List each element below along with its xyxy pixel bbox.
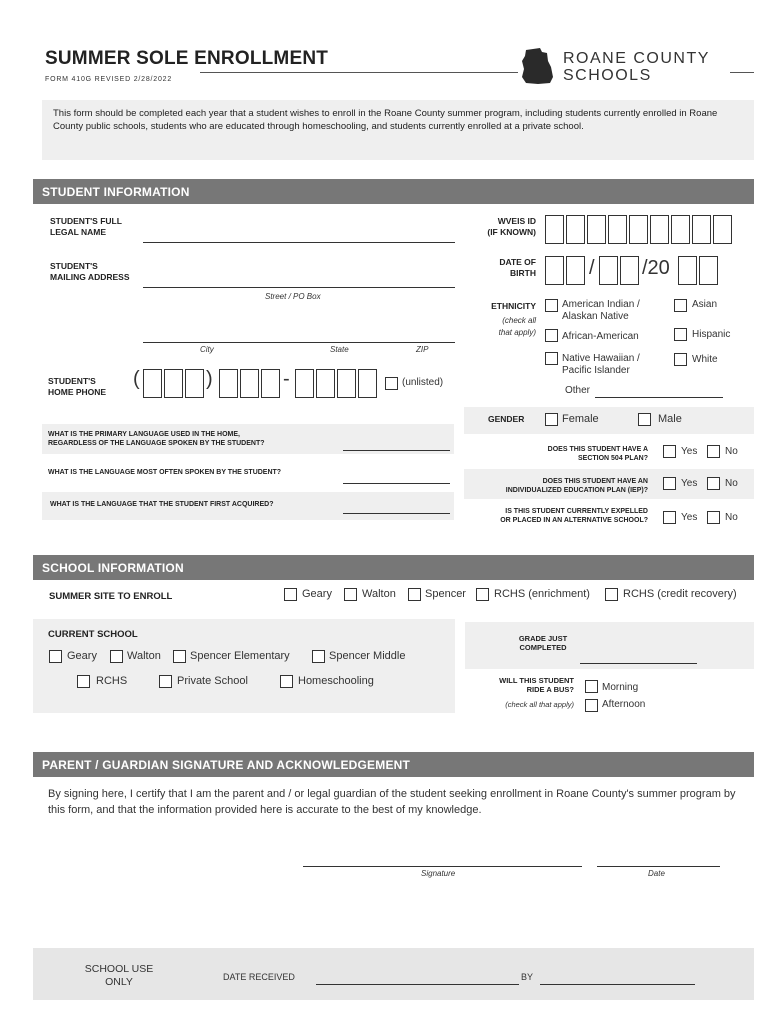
school-use-label: SCHOOL USE ONLY (84, 963, 154, 988)
ethnicity-white-checkbox[interactable] (674, 353, 687, 366)
parent-guardian-header: PARENT / GUARDIAN SIGNATURE AND ACKNOWLEDGEMENT (33, 752, 754, 777)
grade-label: GRADE JUST COMPLETED (518, 634, 568, 652)
home-phone-label: STUDENT'S HOME PHONE (48, 376, 107, 397)
acknowledgement-text: By signing here, I certify that I am the parent and / or legal guardian of the student seeking enrollment in Roane County's summer program by this form, and that the information provided here is accurate to the best of my knowledge. (48, 788, 736, 816)
current-rchs-label: RCHS (96, 675, 128, 687)
current-geary-checkbox[interactable] (49, 650, 62, 663)
form-title: SUMMER SOLE ENROLLMENT (45, 48, 329, 69)
by-field[interactable] (540, 984, 695, 985)
current-spencer-elementary-label: Spencer Elementary (190, 650, 290, 662)
first-language-question: WHAT IS THE LANGUAGE THAT THE STUDENT FIRST ACQUIRED? (50, 501, 274, 508)
dob-year-prefix: /20 (642, 257, 670, 279)
site-geary-label: Geary (302, 588, 332, 600)
bus-afternoon-label: Afternoon (602, 699, 646, 710)
site-spencer-label: Spencer (425, 588, 466, 600)
iep-question: DOES THIS STUDENT HAVE AN INDIVIDUALIZED EDUCATION PLAN (IEP)? (505, 478, 648, 494)
dob-day-box[interactable] (620, 256, 639, 285)
dob-year-box[interactable] (699, 256, 718, 285)
current-school-label: CURRENT SCHOOL (48, 629, 138, 640)
current-spencer-middle-label: Spencer Middle (329, 650, 406, 662)
wveis-digit-box[interactable] (587, 215, 606, 244)
gender-female-label: Female (562, 413, 599, 425)
site-rchs-credit-recovery-label: RCHS (credit recovery) (623, 588, 737, 600)
signature-caption: Signature (421, 869, 456, 878)
section-504-yes-checkbox[interactable] (663, 445, 676, 458)
site-walton-checkbox[interactable] (344, 588, 357, 601)
ethnicity-white-label: White (692, 354, 718, 365)
ethnicity-hawaiian-checkbox[interactable] (545, 352, 558, 365)
full-name-label: STUDENT'S FULL LEGAL NAME (50, 216, 122, 237)
most-spoken-language-field[interactable] (343, 483, 450, 484)
ethnicity-hispanic-checkbox[interactable] (674, 328, 687, 341)
dob-month-box[interactable] (566, 256, 585, 285)
ethnicity-label: ETHNICITY (491, 301, 536, 311)
section-504-no-label: No (725, 446, 738, 457)
wveis-digit-box[interactable] (545, 215, 564, 244)
iep-no-label: No (725, 478, 738, 489)
title-rule (200, 72, 518, 73)
current-homeschooling-label: Homeschooling (298, 675, 374, 687)
site-rchs-enrichment-checkbox[interactable] (476, 588, 489, 601)
expelled-no-checkbox[interactable] (707, 511, 720, 524)
wveis-label: WVEIS ID (IF KNOWN) (487, 216, 536, 237)
bus-afternoon-checkbox[interactable] (585, 699, 598, 712)
site-walton-label: Walton (362, 588, 396, 600)
ethnicity-hawaiian-label: Native Hawaiian / Pacific Islander (562, 353, 640, 376)
section-504-yes-label: Yes (681, 446, 698, 457)
date-caption: Date (648, 869, 665, 878)
wveis-digit-box[interactable] (629, 215, 648, 244)
ethnicity-american-indian-label: American Indian / Alaskan Native (562, 299, 640, 322)
state-caption: State (330, 345, 349, 354)
ethnicity-american-indian-checkbox[interactable] (545, 299, 558, 312)
primary-language-field[interactable] (343, 450, 450, 451)
phone-digit-box[interactable] (143, 369, 162, 398)
district-name: ROANE COUNTY SCHOOLS (563, 50, 710, 84)
phone-digit-box[interactable] (164, 369, 183, 398)
first-language-field[interactable] (343, 513, 450, 514)
gender-male-label: Male (658, 413, 682, 425)
ethnicity-other-field[interactable] (595, 397, 723, 398)
current-walton-checkbox[interactable] (110, 650, 123, 663)
ethnicity-asian-checkbox[interactable] (674, 299, 687, 312)
dob-label: DATE OF BIRTH (499, 257, 536, 278)
form-number: FORM 410G REVISED 2/28/2022 (45, 76, 173, 83)
expelled-yes-label: Yes (681, 512, 698, 523)
iep-no-checkbox[interactable] (707, 477, 720, 490)
dob-day-box[interactable] (599, 256, 618, 285)
gender-female-checkbox[interactable] (545, 413, 558, 426)
primary-language-question: WHAT IS THE PRIMARY LANGUAGE USED IN THE HOME, REGARDLESS OF THE LANGUAGE SPOKEN BY THE STUDENT? (48, 431, 265, 447)
expelled-question: IS THIS STUDENT CURRENTLY EXPELLED OR PLACED IN AN ALTERNATIVE SCHOOL? (500, 508, 648, 524)
current-geary-label: Geary (67, 650, 97, 662)
dob-year-box[interactable] (678, 256, 697, 285)
wveis-digit-box[interactable] (713, 215, 732, 244)
unlisted-label: (unlisted) (402, 377, 444, 388)
org-rule (730, 72, 754, 73)
date-received-label: DATE RECEIVED (223, 972, 295, 982)
date-received-field[interactable] (316, 984, 519, 985)
expelled-yes-checkbox[interactable] (663, 511, 676, 524)
wveis-digit-box[interactable] (608, 215, 627, 244)
ethnicity-hispanic-label: Hispanic (692, 329, 731, 340)
site-rchs-enrichment-label: RCHS (enrichment) (494, 588, 590, 600)
iep-yes-checkbox[interactable] (663, 477, 676, 490)
street-field[interactable] (143, 287, 455, 288)
current-private-school-checkbox[interactable] (159, 675, 172, 688)
site-spencer-checkbox[interactable] (408, 588, 421, 601)
ethnicity-african-american-checkbox[interactable] (545, 329, 558, 342)
section-504-no-checkbox[interactable] (707, 445, 720, 458)
dob-month-box[interactable] (545, 256, 564, 285)
mailing-address-label: STUDENT'S MAILING ADDRESS (50, 261, 130, 282)
gender-male-checkbox[interactable] (638, 413, 651, 426)
bus-question: WILL THIS STUDENT RIDE A BUS? (499, 676, 574, 694)
ethnicity-african-american-label: African-American (562, 331, 639, 342)
city-state-zip-field[interactable] (143, 342, 455, 343)
intro-text: This form should be completed each year that a student wishes to enroll in the Roane County summer program, including students currently enrolled in Roane County public schools, students who are educated through homeschooling, and students currently enrolled at a private school. (42, 100, 754, 160)
phone-digit-box[interactable] (358, 369, 377, 398)
street-caption: Street / PO Box (265, 292, 321, 301)
current-spencer-middle-checkbox[interactable] (312, 650, 325, 663)
bus-morning-checkbox[interactable] (585, 680, 598, 693)
ethnicity-other-label: Other (565, 385, 591, 396)
site-rchs-credit-recovery-checkbox[interactable] (605, 588, 618, 601)
student-information-header: STUDENT INFORMATION (33, 179, 754, 204)
phone-digit-box[interactable] (316, 369, 335, 398)
current-spencer-elementary-checkbox[interactable] (173, 650, 186, 663)
phone-digit-box[interactable] (185, 369, 204, 398)
city-caption: City (200, 345, 214, 354)
bus-note: (check all that apply) (505, 700, 574, 709)
ethnicity-asian-label: Asian (692, 299, 718, 310)
phone-digit-box[interactable] (219, 369, 238, 398)
dob-slash: / (589, 257, 595, 279)
wveis-digit-box[interactable] (650, 215, 669, 244)
school-information-header: SCHOOL INFORMATION (33, 555, 754, 580)
expelled-no-label: No (725, 512, 738, 523)
phone-open-paren: ( (133, 368, 140, 390)
current-homeschooling-checkbox[interactable] (280, 675, 293, 688)
phone-close-paren: ) (206, 368, 213, 390)
iep-yes-label: Yes (681, 478, 698, 489)
full-name-field[interactable] (143, 242, 455, 243)
phone-digit-box[interactable] (240, 369, 259, 398)
wveis-digit-box[interactable] (566, 215, 585, 244)
current-rchs-checkbox[interactable] (77, 675, 90, 688)
by-label: BY (521, 972, 534, 982)
signature-field[interactable] (303, 866, 582, 867)
phone-dash: - (283, 368, 290, 390)
phone-digit-box[interactable] (337, 369, 356, 398)
current-walton-label: Walton (127, 650, 161, 662)
summer-site-label: SUMMER SITE TO ENROLL (49, 591, 173, 602)
section-504-question: DOES THIS STUDENT HAVE A SECTION 504 PLAN? (547, 446, 648, 462)
site-geary-checkbox[interactable] (284, 588, 297, 601)
gender-label: GENDER (488, 414, 525, 424)
grade-field[interactable] (580, 663, 697, 664)
phone-digit-box[interactable] (295, 369, 314, 398)
most-spoken-language-question: WHAT IS THE LANGUAGE MOST OFTEN SPOKEN BY THE STUDENT? (48, 469, 282, 476)
zip-caption: ZIP (416, 345, 429, 354)
unlisted-checkbox[interactable] (385, 377, 398, 390)
wveis-digit-box[interactable] (692, 215, 711, 244)
date-field[interactable] (597, 866, 720, 867)
phone-digit-box[interactable] (261, 369, 280, 398)
county-map-icon (520, 47, 554, 85)
wveis-digit-box[interactable] (671, 215, 690, 244)
ethnicity-note: (check all that apply) (498, 316, 536, 337)
bus-morning-label: Morning (602, 682, 639, 693)
current-private-school-label: Private School (177, 675, 248, 687)
